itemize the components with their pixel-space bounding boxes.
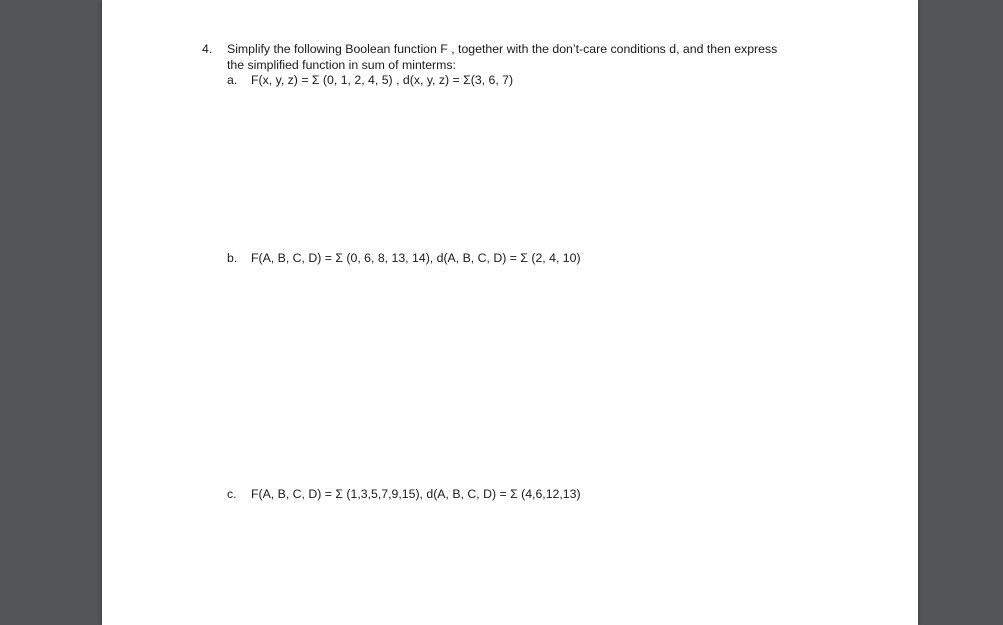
part-a-expression: F(x, y, z) = Σ (0, 1, 2, 4, 5) , d(x, y, z) = Σ(3, 6, 7)	[251, 73, 514, 87]
part-b-expression: F(A, B, C, D) = Σ (0, 6, 8, 13, 14), d(A, B, C, D) = Σ (2, 4, 10)	[251, 251, 581, 265]
document-page	[102, 0, 918, 625]
part-c-letter: c.	[227, 487, 237, 501]
part-b-letter: b.	[227, 251, 238, 265]
part-c-expression: F(A, B, C, D) = Σ (1,3,5,7,9,15), d(A, B, C, D) = Σ (4,6,12,13)	[251, 487, 581, 501]
question-text-line-1: Simplify the following Boolean function F , together with the don’t-care conditions d, and then express	[227, 42, 778, 56]
question-number: 4.	[202, 42, 213, 56]
part-a-letter: a.	[227, 73, 238, 87]
question-text-line-2: the simplified function in sum of minterms:	[227, 58, 456, 72]
